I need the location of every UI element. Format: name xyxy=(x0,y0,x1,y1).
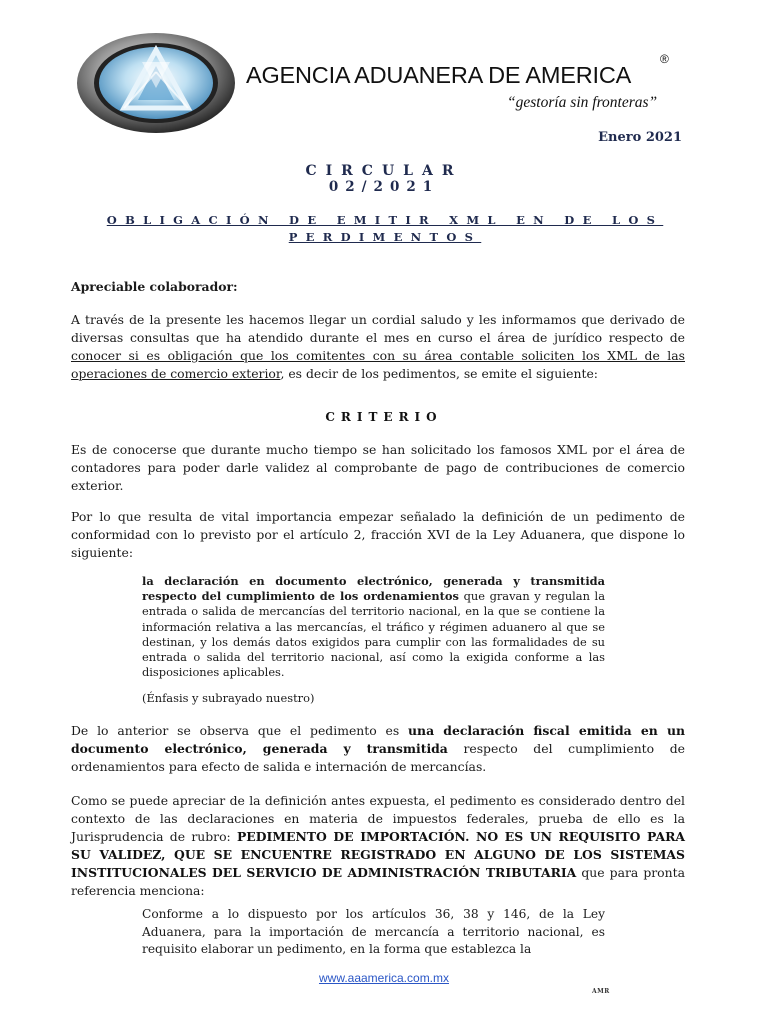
quote-bold-text: la declaración en documento electrónico, generada y transmitida respecto del cumplimiento de los ordenamientos xyxy=(142,574,605,604)
intro-text-underlined: conocer si es obligación que los comitentes con su área contable soliciten los XML de las operaciones de comercio exterior xyxy=(71,348,685,381)
jurisprudence-start: Como se puede apreciar de la definición antes expuesta, el pedimento es considerado dentro del contexto de las declaraciones en materia de impuestos federales, prueba de ello es la Jurisprudencia de rubro: xyxy=(71,793,685,844)
greeting: Apreciable colaborador: xyxy=(71,279,238,294)
paragraph-jurisprudence xyxy=(71,792,685,900)
paragraph-definition: Por lo que resulta de vital importancia empezar señalado la definición de un pedimento de conformidad con lo previsto por el artículo 2, fracción XVI de la Ley Aduanera, que dispone lo siguiente: xyxy=(71,509,685,560)
registered-mark: ® xyxy=(660,52,669,66)
document-date: Enero 2021 xyxy=(598,130,682,145)
observation-bold: una declaración fiscal emitida en un documento electrónico, generada y transmitida xyxy=(71,723,685,756)
website-link[interactable]: www.aaamerica.com.mx xyxy=(318,971,450,985)
observation-start: De lo anterior se observa que el pedimento es xyxy=(71,723,409,738)
intro-text-start: A través de la presente les hacemos llegar un cordial saludo y les informamos que derivado de diversas consultas que ha atendido durante el mes en curso el área de jurídico respecto de xyxy=(71,312,685,345)
company-slogan: “gestoría sin fronteras” xyxy=(507,94,658,111)
jurisprudence-end: que para pronta referencia menciona: xyxy=(71,865,685,898)
subject-line-1: OBLIGACIÓN DE EMITIR XML EN DE LOS xyxy=(106,213,664,227)
intro-text-end: , es decir de los pedimentos, se emite el siguiente: xyxy=(280,366,598,381)
circular-subject xyxy=(100,212,670,246)
paragraph-intro xyxy=(71,311,685,383)
company-logo xyxy=(76,32,236,134)
quote-ley-aduanera xyxy=(142,574,605,680)
quote-rest-text: que gravan y regulan la entrada o salida de mercancías del territorio nacional, en la que se contiene la información relativa a las mercancías, el tráfico y régimen aduanero al que se destinan, y los demás datos exigidos para cumplir con las formalidades de su entrada o salida del territorio nacional, así como la exigida conforme a las disposiciones aplicables. xyxy=(142,589,605,680)
jurisprudence-title: PEDIMENTO DE IMPORTACIÓN. NO ES UN REQUISITO PARA SU VALIDEZ, QUE SE ENCUENTRE REGISTRADO EN ALGUNO DE LOS SISTEMAS INSTITUCIONALES DEL SERVICIO DE ADMINISTRACIÓN TRIBUTARIA xyxy=(71,829,685,880)
emphasis-note: (Énfasis y subrayado nuestro) xyxy=(142,691,315,705)
subject-line-2: PERDIMENTOS xyxy=(288,230,482,244)
company-name: AGENCIA ADUANERA DE AMERICA xyxy=(246,62,632,88)
paragraph-xml: Es de conocerse que durante mucho tiempo se han solicitado los famosos XML por el área de contadores para poder darle validez al comprobante de pago de contribuciones de comercio exterior. xyxy=(71,442,685,493)
quote-jurisprudence: Conforme a lo dispuesto por los artículos 36, 38 y 146, de la Ley Aduanera, para la importación de mercancía a territorio nacional, es requisito elaborar un pedimento, en la forma que establezca la xyxy=(142,907,605,956)
observation-end: respecto del cumplimiento de ordenamientos para efecto de salida e internación de mercancías. xyxy=(71,741,685,774)
circular-number: 02/2021 xyxy=(328,179,440,195)
section-heading-criterio: CRITERIO xyxy=(325,410,443,424)
circular-title: CIRCULAR xyxy=(305,163,463,179)
author-initials: AMR xyxy=(592,988,610,995)
paragraph-observation xyxy=(71,722,685,776)
